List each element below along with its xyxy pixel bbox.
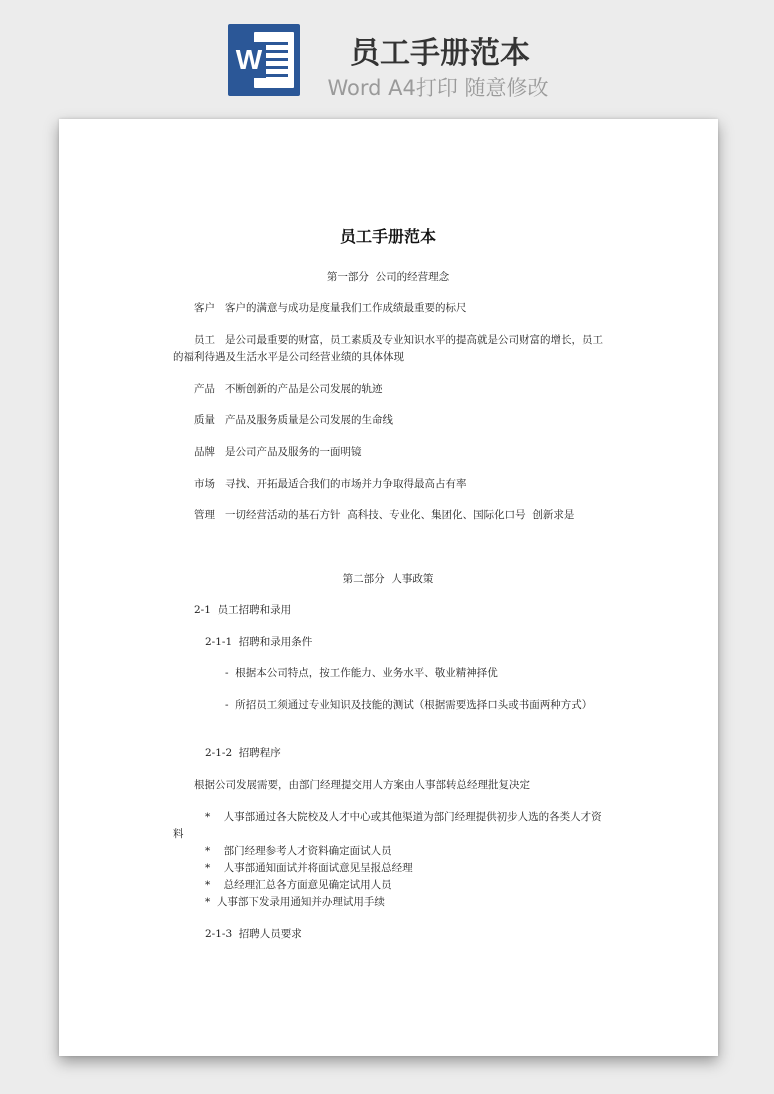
subsection-heading: 2-1 员工招聘和录用: [194, 604, 292, 616]
paragraph: - 所招员工须通过专业知识及技能的测试（根据需要选择口头或书面两种方式）: [225, 699, 593, 711]
word-icon: [228, 24, 300, 96]
paragraph: 市场 寻找、开拓最适合我们的市场并力争取得最高占有率: [194, 478, 467, 490]
list-item: * 总经理汇总各方面意见确定试用人员: [205, 879, 392, 891]
paragraph: 产品 不断创新的产品是公司发展的轨迹: [194, 383, 383, 395]
header: [0, 0, 774, 110]
list-item: * 人事部通知面试并将面试意见呈报总经理: [205, 862, 413, 874]
document-page: [59, 119, 718, 1056]
paragraph: 管理 一切经营活动的基石方针 高科技、专业化、集团化、国际化口号 创新求是: [194, 509, 575, 521]
subsection-heading: 2-1-2 招聘程序: [205, 747, 281, 759]
paragraph: 员工 是公司最重要的财富，员工素质及专业知识水平的提高就是公司财富的增长，员工的福利待遇及生活水平是公司经营业绩的具体体现: [173, 334, 604, 363]
list-item: * 部门经理参考人才资料确定面试人员: [205, 845, 392, 857]
subsection-heading: 2-1-1 招聘和录用条件: [205, 636, 313, 648]
section-heading: 第二部分 人事政策: [342, 573, 434, 585]
paragraph: 客户 客户的满意与成功是度量我们工作成绩最重要的标尺: [194, 302, 467, 314]
paragraph: 品牌 是公司产品及服务的一面明镜: [194, 446, 362, 458]
section-heading: 第一部分 公司的经营理念: [326, 271, 450, 283]
paragraph: - 根据本公司特点，按工作能力、业务水平、敬业精神择优: [225, 667, 498, 679]
document-title: 员工手册范本: [339, 227, 436, 246]
list-item: * 人事部下发录用通知并办理试用手续: [205, 896, 385, 908]
page-subtitle: Word A4打印 随意修改: [327, 76, 549, 100]
subsection-heading: 2-1-3 招聘人员要求: [205, 928, 302, 940]
list-item: * 人事部通过各大院校及人才中心或其他渠道为部门经理提供初步人选的各类人才资料: [173, 811, 602, 840]
word-letter: W: [232, 42, 266, 78]
page-title: 员工手册范本: [350, 36, 530, 71]
paragraph: 质量 产品及服务质量是公司发展的生命线: [194, 414, 394, 426]
paragraph: 根据公司发展需要，由部门经理提交用人方案由人事部转总经理批复决定: [194, 779, 530, 791]
